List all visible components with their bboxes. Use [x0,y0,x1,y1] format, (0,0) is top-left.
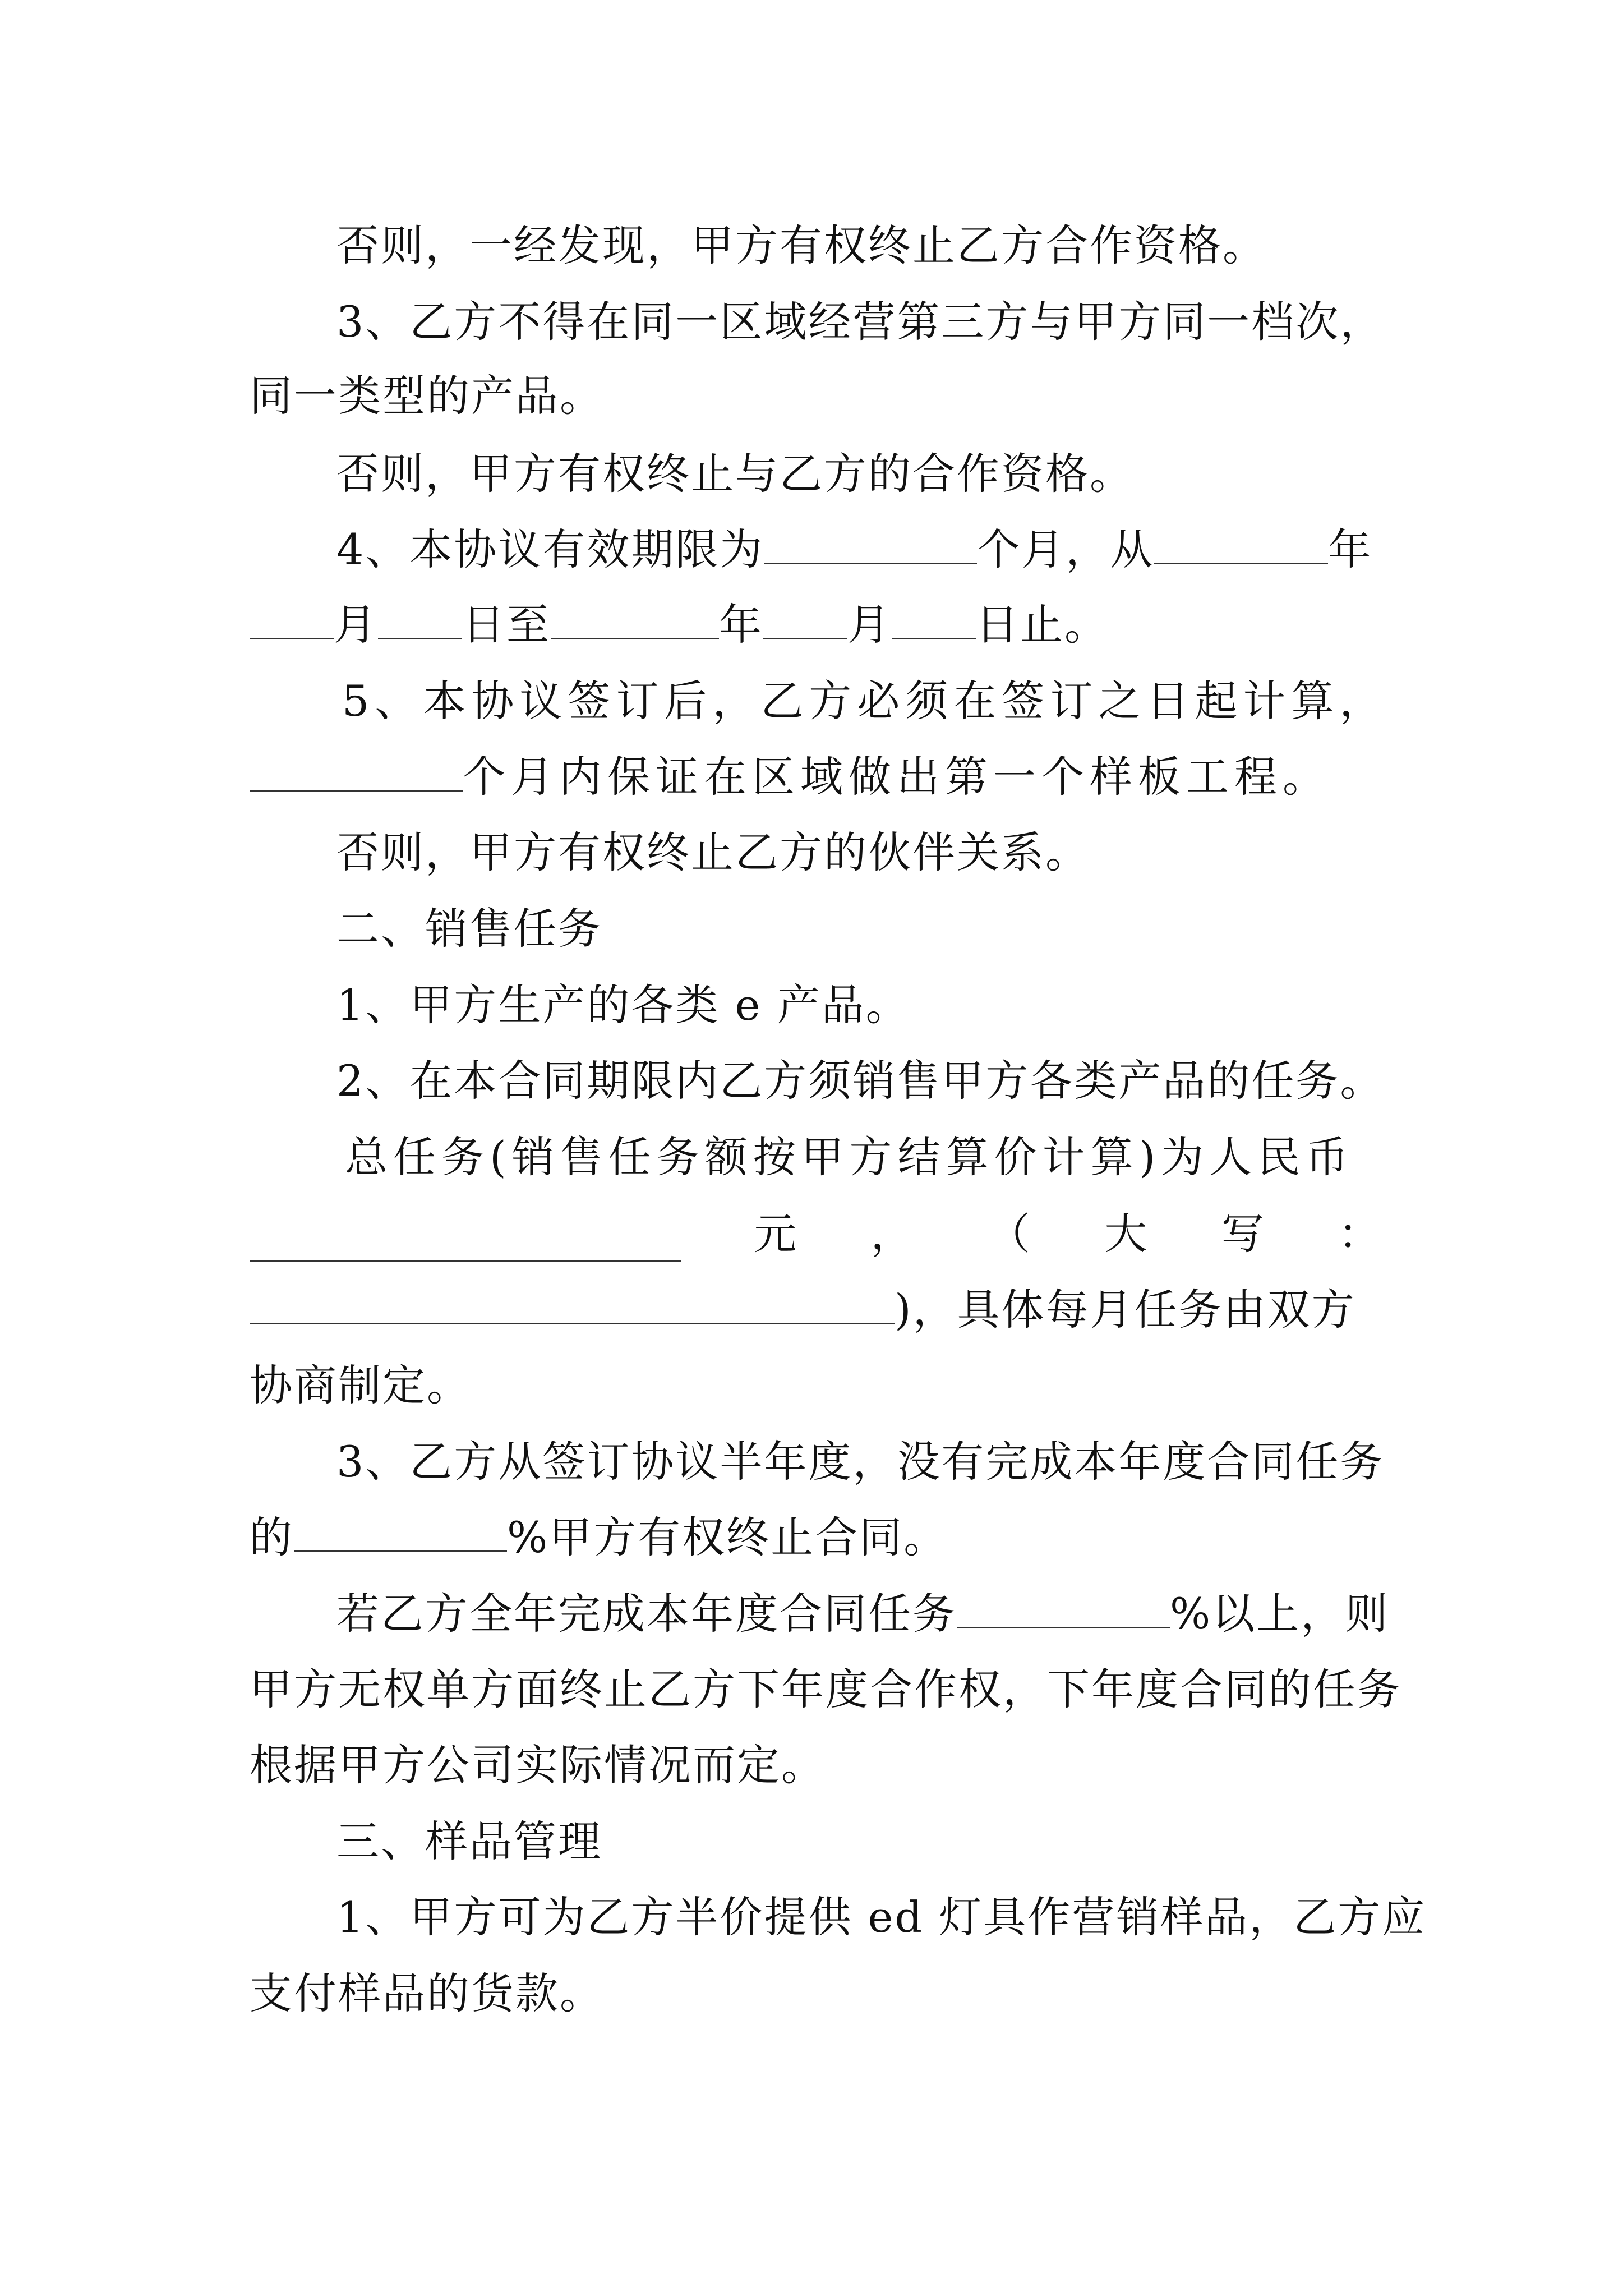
end-month-blank[interactable] [763,599,847,639]
daxie-char-1: 大 [1104,1209,1149,1259]
annual-task-label: 若乙方全年完成本年度合同任务 [336,1589,957,1639]
paragraph-line-9: 否则，甲方有权终止乙方的伙伴关系。 [336,827,1090,877]
annual-percent-unit: %以上，则 [1170,1589,1390,1639]
start-month-blank[interactable] [250,599,334,639]
start-day-blank[interactable] [378,599,462,639]
paragraph-line-20: 甲方无权单方面终止乙方下年度合作权，下年度合同的任务 [250,1664,1401,1714]
daxie-char-2: 写 [1221,1209,1266,1259]
paragraph-line-24: 支付样品的货款。 [250,1968,604,2018]
start-year-blank[interactable] [1154,523,1328,564]
annual-task-line [336,1586,1390,1642]
de-char: 的 [250,1512,294,1562]
amount-uppercase-blank[interactable] [250,1283,895,1324]
validity-line [336,522,1382,578]
paragraph-line-17: 3、乙方从签订协议半年度，没有完成本年度合同任务 [336,1437,1385,1487]
end-year-blank[interactable] [551,599,719,639]
end-month-unit: 月 [847,600,892,650]
paragraph-line-3: 同一类型的产品。 [250,371,604,421]
month-unit: 月 [334,600,378,650]
end-day-blank[interactable] [892,599,976,639]
terminate-text: %甲方有权终止合同。 [507,1512,948,1562]
comma-mark: ， [870,1209,915,1259]
end-year-unit: 年 [719,600,763,650]
months-blank[interactable] [764,523,977,564]
paragraph-line-2: 3、乙方不得在同一区域经营第三方与甲方同一档次， [336,297,1385,347]
sample-months-blank[interactable] [250,751,463,792]
open-paren: （ [987,1209,1032,1259]
yuan-unit: 元 [754,1209,799,1259]
section-heading-3: 三、样品管理 [336,1816,602,1866]
validity-label: 4、本协议有效期限为 [336,524,764,574]
monthly-task-text: )，具体每月任务由双方 [895,1285,1356,1335]
annual-percent-blank[interactable] [957,1588,1170,1628]
year-unit: 年 [1328,524,1373,574]
section-heading-2: 二、销售任务 [336,904,602,954]
paragraph-line-12: 2、在本合同期限内乙方须销售甲方各类产品的任务。 [336,1056,1385,1106]
paragraph-line-13: 总任务(销售任务额按甲方结算价计算)为人民币 [345,1132,1354,1182]
amount-blank[interactable] [250,1221,681,1262]
paragraph-line-11: 1、甲方生产的各类 e 产品。 [336,980,910,1030]
day-to-unit: 日至 [462,600,551,650]
paragraph-line-23: 1、甲方可为乙方半价提供 ed 灯具作营销样品，乙方应 [336,1892,1427,1942]
colon-mark: ： [1338,1209,1382,1259]
paragraph-line-16: 协商制定。 [250,1360,471,1410]
amount-uppercase-line [250,1282,1382,1338]
date-range-line [250,597,1382,653]
percent-line [250,1510,1382,1566]
amount-line [250,1206,1382,1262]
sample-project-text: 个月内保证在区域做出第一个样板工程。 [463,752,1331,802]
paragraph-line-7: 5、本协议签订后，乙方必须在签订之日起计算， [342,676,1388,726]
paragraph-line-21: 根据甲方公司实际情况而定。 [250,1740,826,1790]
months-unit: 个月，从 [977,524,1155,574]
end-day-unit: 日止。 [976,600,1109,650]
sample-project-line [250,749,1382,805]
paragraph-line-1: 否则，一经发现，甲方有权终止乙方合作资格。 [336,220,1267,270]
percent-blank[interactable] [294,1511,507,1552]
paragraph-line-4: 否则，甲方有权终止与乙方的合作资格。 [336,449,1134,499]
